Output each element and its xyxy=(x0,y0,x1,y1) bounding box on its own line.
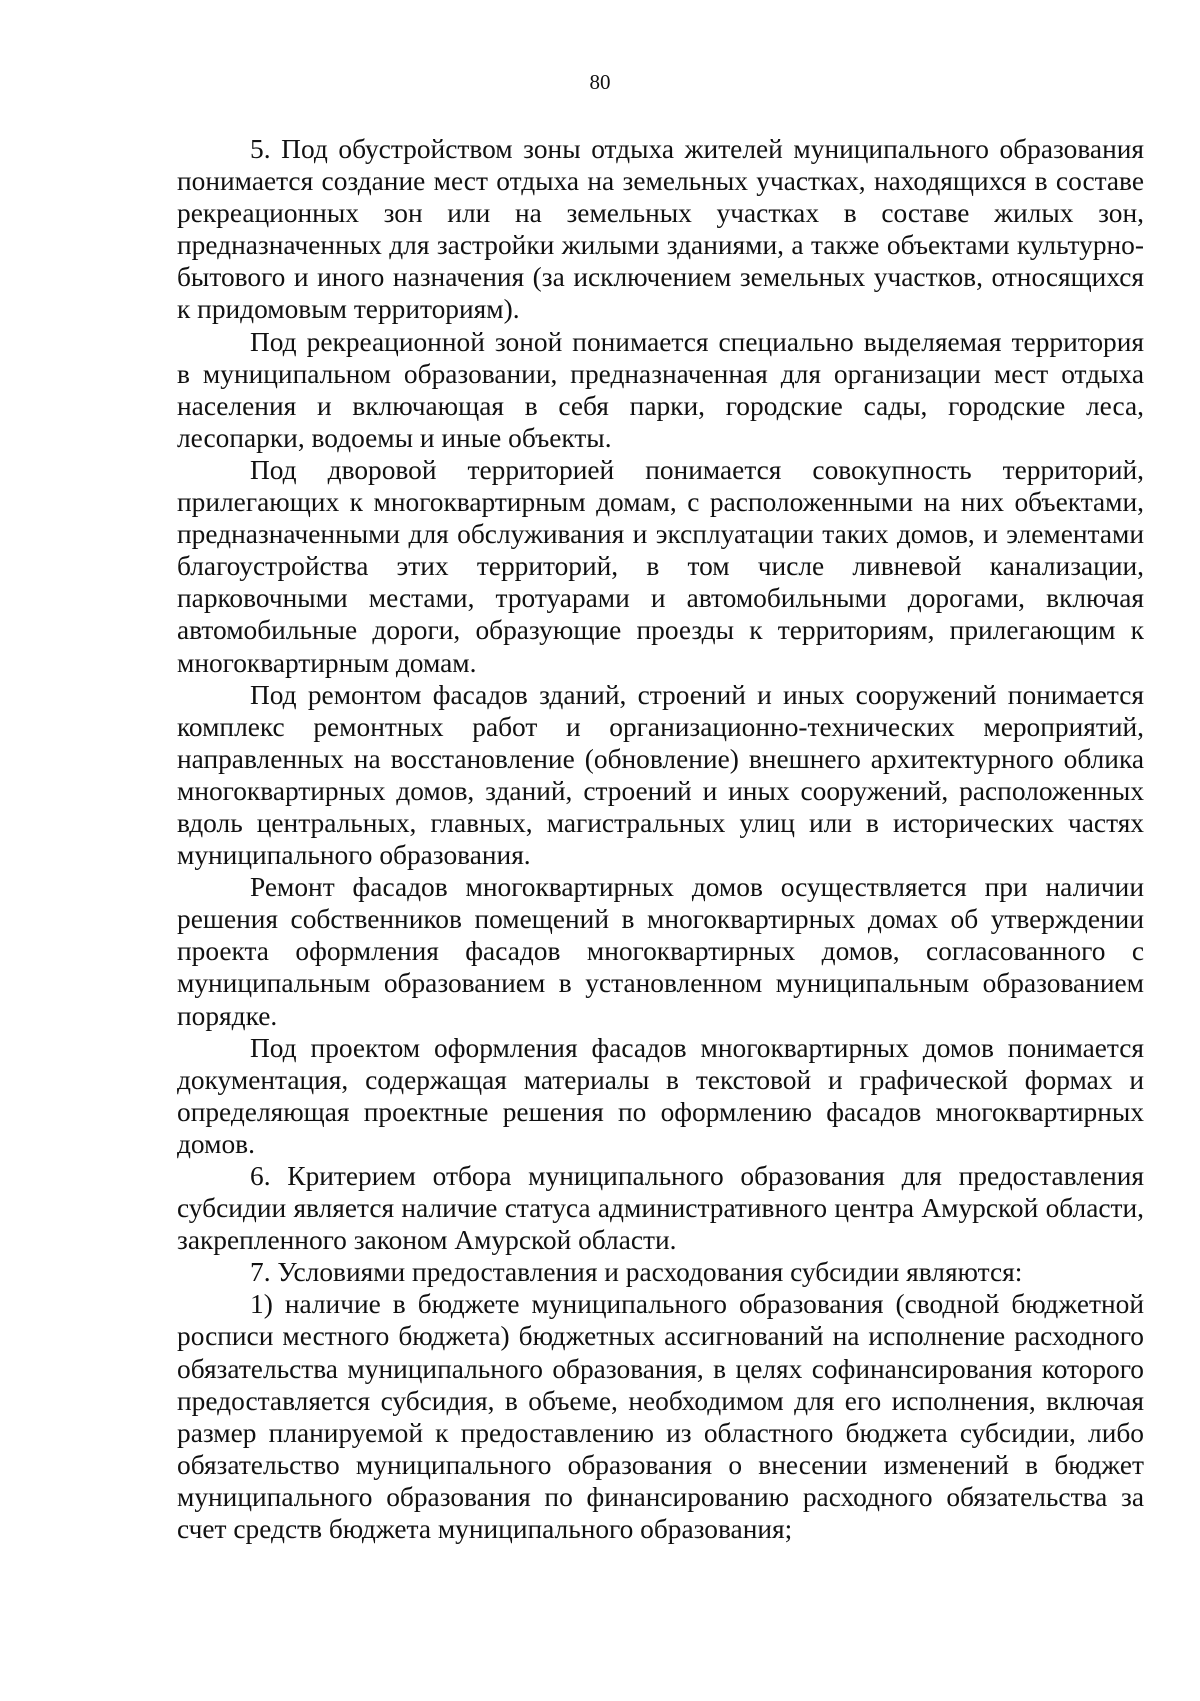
page-number: 80 xyxy=(589,70,611,94)
paragraph-yard-territory-definition: Под дворовой территорией понимается совокупность территорий, прилегающих к многоквартирным домам, с расположенными на них объектами, предназначенными для обслуживания и эксплуатации таких домов, и элементами благоустройства этих территорий, в том числе ливневой канализации, парковочными местами, тротуарами и автомобильными дорогами, включая автомобильные дороги, образующие проезды к территориям, прилегающим к многоквартирным домам. xyxy=(177,454,1144,678)
paragraph-facade-repair-conditions: Ремонт фасадов многоквартирных домов осуществляется при наличии решения собственников помещений в многоквартирных домах об утверждении проекта оформления фасадов многоквартирных домов, согласованного с муниципальным образованием в установленном муниципальным образованием порядке. xyxy=(177,872,1144,1031)
paragraph-7-subsidy-conditions: 7. Условиями предоставления и расходования субсидии являются: xyxy=(250,1257,1023,1288)
paragraph-6-selection-criterion: 6. Критерием отбора муниципального образования для предоставления субсидии является наличие статуса административного центра Амурской области, закрепленного законом Амурской области. xyxy=(177,1161,1144,1256)
document-body xyxy=(177,133,1144,1545)
list-item-1-budget-allocations: 1) наличие в бюджете муниципального образования (сводной бюджетной росписи местного бюджета) бюджетных ассигнований на исполнение расходного обязательства муниципального образования, в целях софинансирования которого предоставляется субсидия, в объеме, необходимом для его исполнения, включая размер планируемой к предоставлению из областного бюджета субсидии, либо обязательство муниципального образования о внесении изменений в бюджет муниципального образования по финансированию расходного обязательства за счет средств бюджета муниципального образования; xyxy=(177,1289,1144,1545)
paragraph-recreation-zone-definition: Под рекреационной зоной понимается специально выделяемая территория в муниципальном образовании, предназначенная для организации мест отдыха населения и включающая в себя парки, городские сады, городские леса, лесопарки, водоемы и иные объекты. xyxy=(177,326,1144,453)
paragraph-facade-repair-definition: Под ремонтом фасадов зданий, строений и иных сооружений понимается комплекс ремонтных работ и организационно-технических мероприятий, направленных на восстановление (обновление) внешнего архитектурного облика многоквартирных домов, зданий, строений и иных сооружений, расположенных вдоль центральных, главных, магистральных улиц или в исторических частях муниципального образования. xyxy=(177,679,1144,871)
paragraph-5-recreation-zone-arrangement: 5. Под обустройством зоны отдыха жителей муниципального образования понимается создание мест отдыха на земельных участках, находящихся в составе рекреационных зон или на земельных участках в составе жилых зон, предназначенных для застройки жилыми зданиями, а также объектами культурно-бытового и иного назначения (за исключением земельных участков, относящихся к придомовым территориям). xyxy=(177,134,1144,325)
paragraph-facade-design-project-definition: Под проектом оформления фасадов многоквартирных домов понимается документация, содержащая материалы в текстовой и графической формах и определяющая проектные решения по оформлению фасадов многоквартирных домов. xyxy=(177,1032,1144,1159)
